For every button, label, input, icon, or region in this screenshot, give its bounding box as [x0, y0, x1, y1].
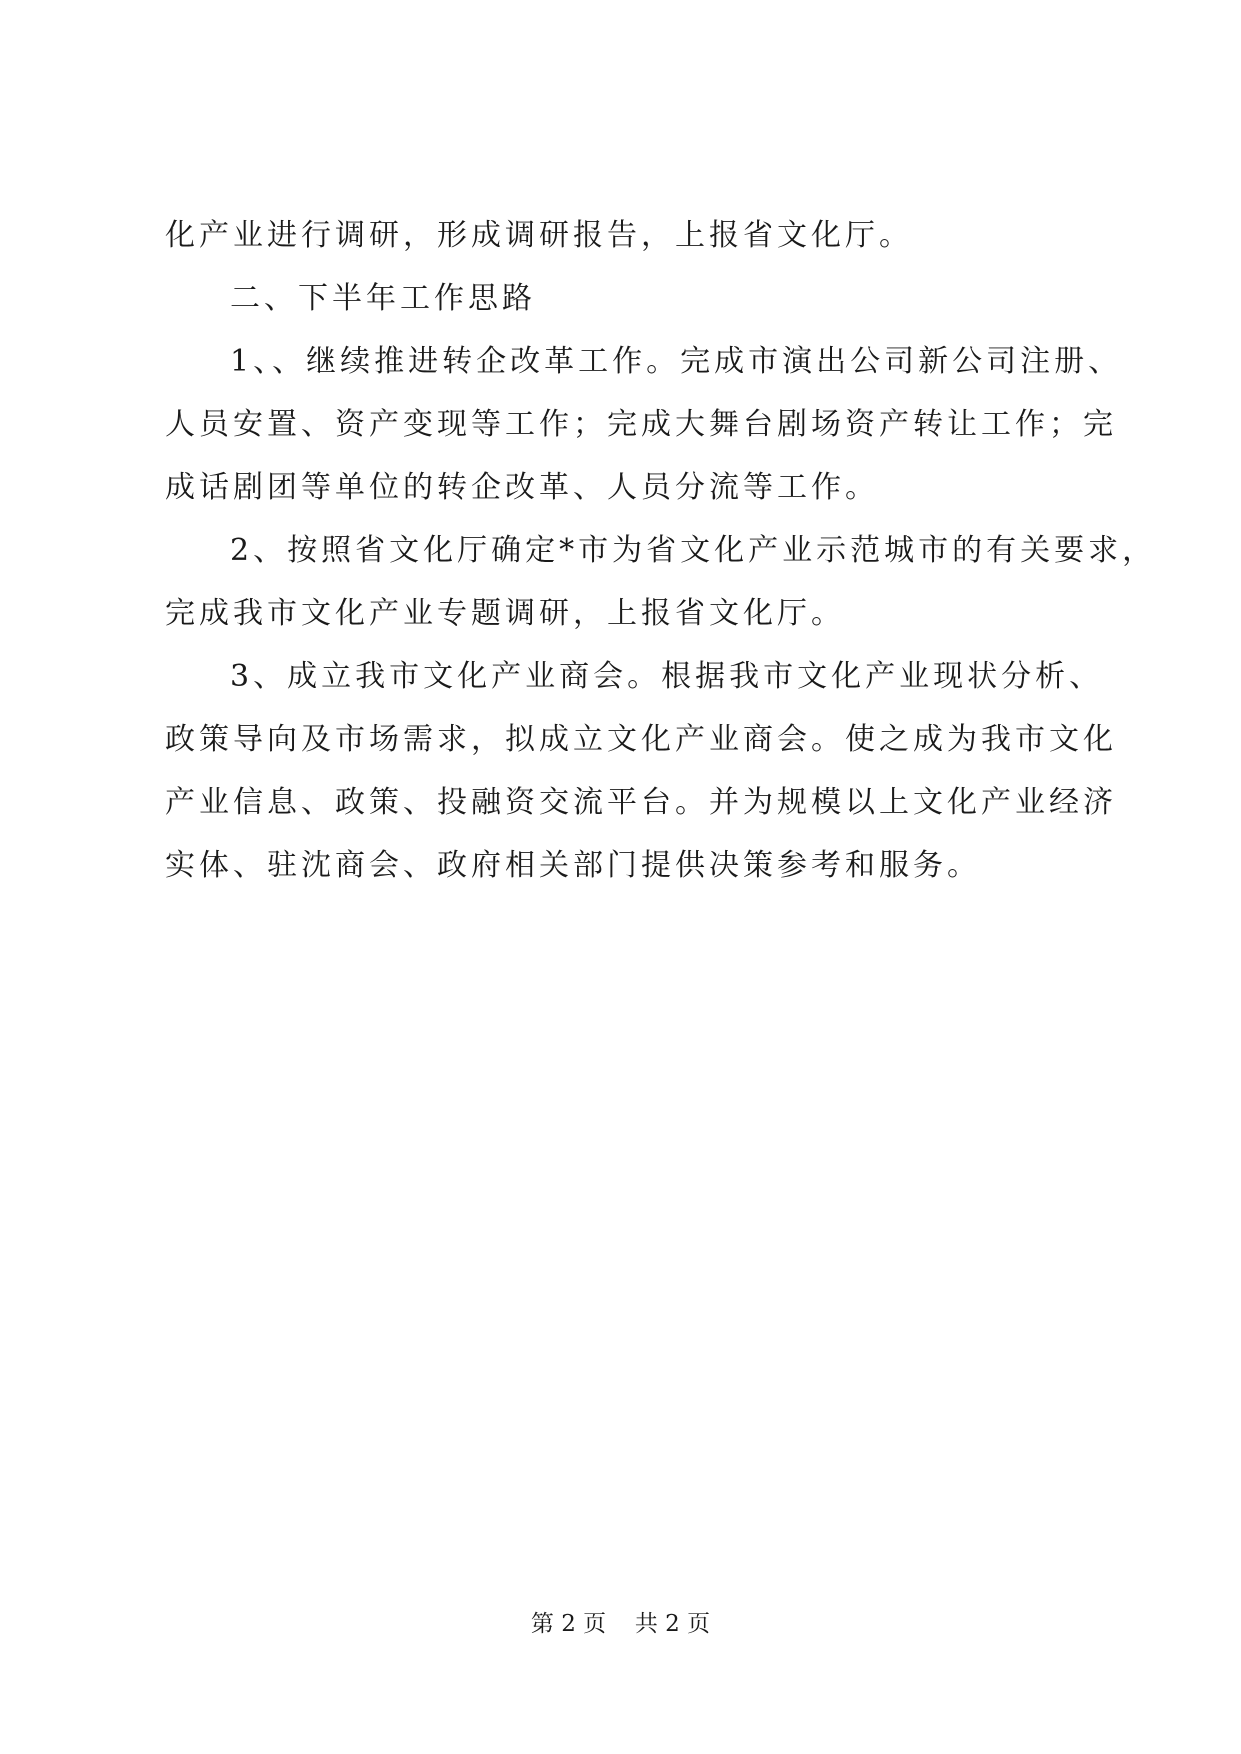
paragraph-line: 完成我市文化产业专题调研，上报省文化厅。	[165, 596, 845, 631]
paragraph-line: 政策导向及市场需求，拟成立文化产业商会。使之成为我市文化	[165, 722, 1117, 757]
paragraph-line: 成话剧团等单位的转企改革、人员分流等工作。	[165, 470, 879, 505]
paragraph-line: 人员安置、资产变现等工作；完成大舞台剧场资产转让工作；完	[165, 407, 1117, 442]
paragraph-line: 3、成立我市文化产业商会。根据我市文化产业现状分析、	[230, 659, 1104, 694]
paragraph-line: 1、、继续推进转企改革工作。完成市演出公司新公司注册、	[230, 344, 1123, 379]
paragraph-line: 实体、驻沈商会、政府相关部门提供决策参考和服务。	[165, 848, 981, 883]
document-body	[165, 204, 1157, 897]
page-total: 共 2 页	[634, 1611, 711, 1637]
paragraph-line: 2、按照省文化厅确定*市为省文化产业示范城市的有关要求，	[230, 533, 1157, 568]
section-heading: 二、下半年工作思路	[230, 281, 536, 316]
page-footer	[0, 1609, 1241, 1639]
paragraph-line: 产业信息、政策、投融资交流平台。并为规模以上文化产业经济	[165, 785, 1117, 820]
page-number: 第 2 页	[530, 1611, 607, 1637]
paragraph-line: 化产业进行调研，形成调研报告，上报省文化厅。	[165, 218, 913, 253]
